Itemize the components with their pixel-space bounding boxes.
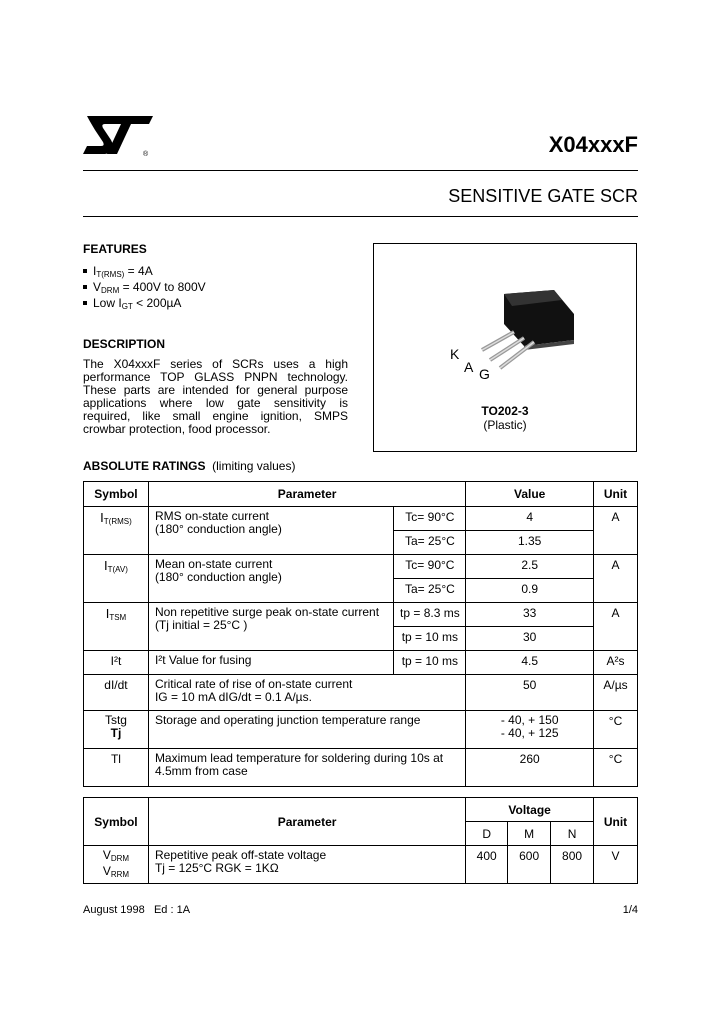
col-unit: Unit	[594, 798, 638, 846]
svg-text:®: ®	[143, 151, 149, 158]
absolute-ratings-heading: ABSOLUTE RATINGS (limiting values)	[83, 459, 296, 473]
voltage-table	[83, 797, 638, 884]
col-n: N	[551, 822, 594, 846]
table-row: Tstg Tj Storage and operating junction temperature range - 40, + 150 - 40, + 125 °C	[84, 711, 638, 749]
feature-item: $I_{T(RMS)} = 4A$	[83, 264, 153, 279]
col-symbol: Symbol	[84, 798, 149, 846]
package-name: TO202-3	[481, 404, 529, 418]
table-row: Tl Maximum lead temperature for soldering during 10s at 4.5mm from case 260 °C	[84, 749, 638, 787]
table-row: $I_{T(RMS)}$ RMS on-state current (180° conduction angle) Tc= 90°C 4 A	[84, 507, 638, 531]
col-voltage: Voltage	[466, 798, 594, 822]
document-title: SENSITIVE GATE SCR	[448, 186, 638, 206]
description-heading: DESCRIPTION	[83, 337, 166, 351]
pin-k-label: K	[450, 346, 460, 362]
header-rule	[83, 170, 638, 171]
table-row: I²t I²t Value for fusing tp = 10 ms 4.5 A²s	[84, 651, 638, 675]
pin-a-label: A	[464, 359, 474, 375]
feature-item: $V_{DRM} = 400V$ to 800V	[83, 280, 206, 295]
col-m: M	[508, 822, 551, 846]
col-unit: Unit	[594, 482, 638, 507]
package-drawing	[444, 284, 584, 394]
table-row: $I_{TSM}$ Non repetitive surge peak on-state current (Tj initial = 25°C ) tp = 8.3 ms 33 A	[84, 603, 638, 627]
table-row: Ta= 25°C 1.35	[84, 531, 638, 555]
absolute-ratings-table	[83, 481, 638, 787]
package-box	[373, 243, 637, 452]
table-row: $I_{T(AV)}$ Mean on-state current (180° conduction angle) Tc= 90°C 2.5 A	[84, 555, 638, 579]
col-value: Value	[466, 482, 594, 507]
footer-page: 1/4	[622, 904, 638, 916]
title-rule	[83, 216, 638, 217]
col-parameter: Parameter	[148, 482, 465, 507]
package-material: (Plastic)	[483, 418, 527, 432]
table-row: dI/dt Critical rate of rise of on-state current IG = 10 mA dIG/dt = 0.1 A/µs. 50 A/µs	[84, 675, 638, 711]
features-heading: FEATURES	[83, 242, 147, 256]
footer-date: August 1998 Ed : 1A	[83, 904, 191, 916]
table-row: Ta= 25°C 0.9	[84, 579, 638, 603]
feature-item: Low $I_{GT} < 200\mu A$	[83, 296, 181, 311]
col-d: D	[466, 822, 508, 846]
table-row: tp = 10 ms 30	[84, 627, 638, 651]
col-parameter: Parameter	[148, 798, 465, 846]
description-text: The X04xxxF series of SCRs uses a high performance TOP GLASS PNPN technology. These parts are intended for general purpose applications where low gate sensitivity is required, like small engine ignition, SMPS crowbar protection, food processor.	[83, 357, 348, 436]
st-logo	[83, 110, 153, 158]
col-symbol: Symbol	[84, 482, 149, 507]
table-row: $V_{DRM}$ $V_{RRM}$ Repetitive peak off-state voltage Tj = 125°C RGK = 1KΩ 400 600 800 V	[84, 846, 638, 884]
part-number: X04xxxF	[548, 132, 638, 157]
pin-g-label: G	[479, 366, 490, 382]
